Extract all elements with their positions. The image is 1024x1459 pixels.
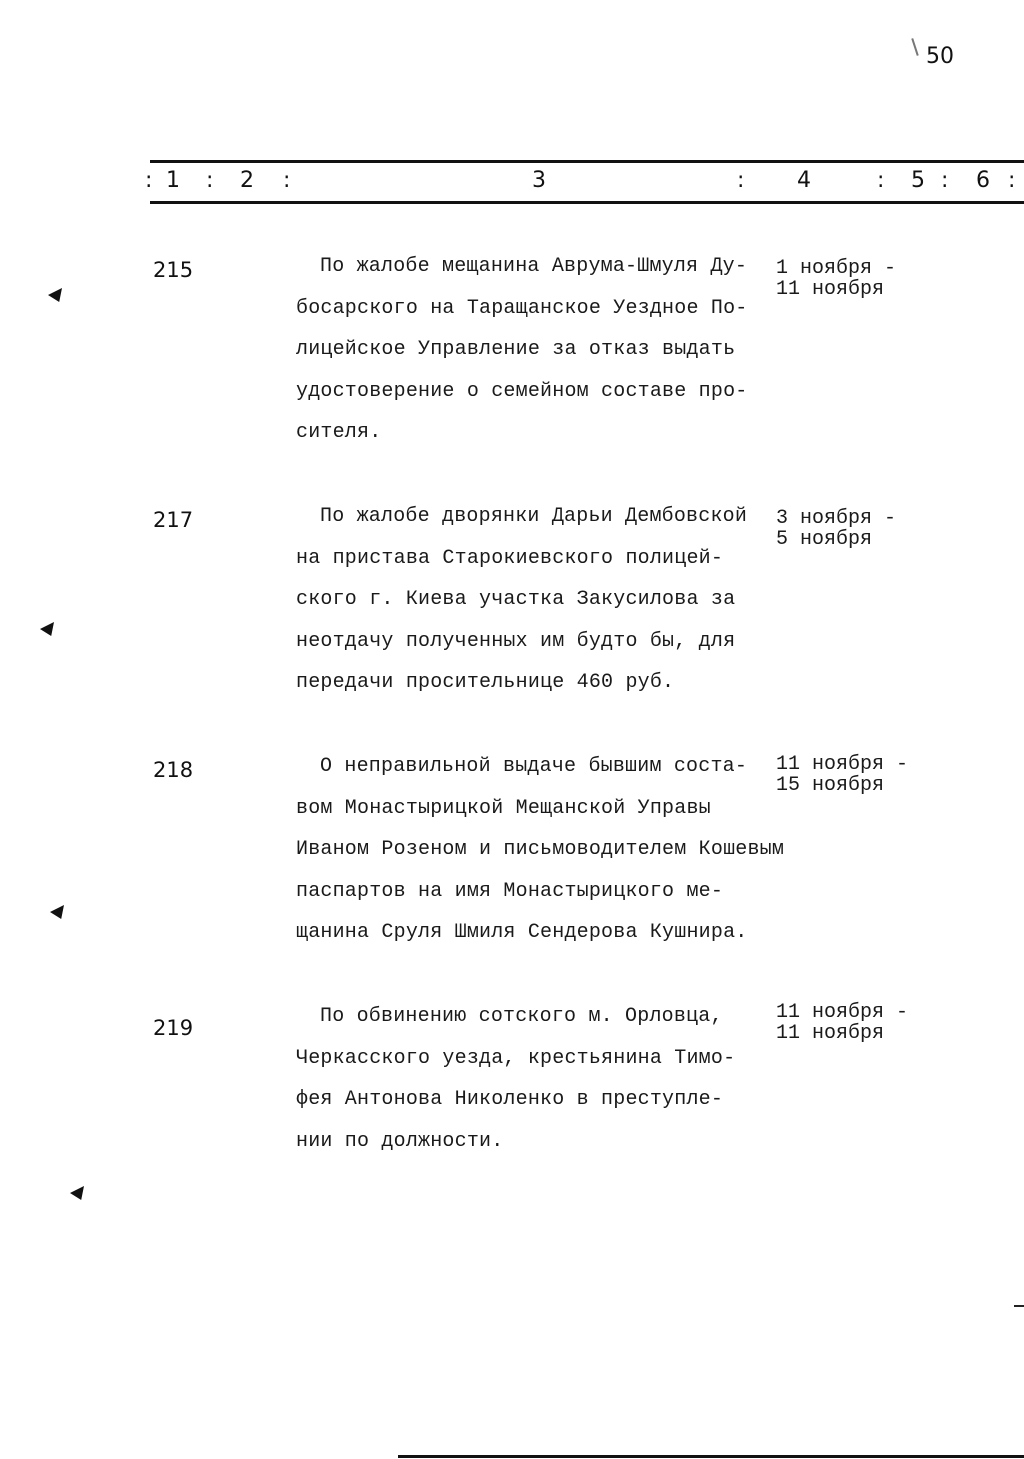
column-separator: :: [877, 168, 885, 193]
page-number: 50: [926, 44, 954, 69]
text-line: на пристава Старокиевского полицей-: [296, 546, 724, 570]
edge-mark: [1014, 1305, 1024, 1307]
entry-number: 219: [153, 1016, 194, 1040]
column-header-1: 1: [166, 168, 180, 193]
entry-dates: [776, 1002, 908, 1044]
text-line: удостоверение о семейном составе про-: [296, 379, 748, 403]
punch-hole-mark: [70, 1186, 84, 1200]
entry-dates: [776, 754, 908, 796]
text-line: О неправильной выдаче бывшим соста-: [320, 755, 748, 778]
entry-description: [296, 496, 816, 704]
text-line: передачи просительнице 460 руб.: [296, 671, 675, 694]
text-line: вом Монастырицкой Мещанской Управы: [296, 796, 711, 820]
date-to: 5 ноября: [776, 528, 873, 551]
column-separator: :: [1008, 168, 1016, 193]
text-line: щанина Сруля Шмиля Сендерова Кушнира.: [296, 921, 748, 944]
column-separator: :: [941, 168, 949, 193]
column-header-2: 2: [240, 168, 254, 193]
date-to: 15 ноября: [776, 774, 885, 797]
text-line: лицейское Управление за отказ выдать: [296, 338, 736, 361]
date-from: 11 ноября -: [776, 1001, 909, 1024]
punch-hole-mark: [50, 905, 64, 919]
table-header: [0, 168, 1024, 198]
text-line: По жалобе мещанина Аврума-Шмуля Ду-: [320, 255, 748, 278]
text-line: По жалобе дворянки Дарьи Дембовской: [320, 505, 748, 528]
pencil-mark: [911, 38, 918, 56]
text-line: ского г. Киева участка Закусилова за: [296, 588, 736, 611]
column-header-5: 5: [911, 168, 925, 193]
text-line: Иваном Розеном и письмоводителем Кошевым: [296, 838, 785, 861]
date-to: 11 ноября: [776, 1022, 885, 1045]
column-header-4: 4: [797, 168, 811, 193]
date-from: 3 ноября -: [776, 507, 897, 530]
entry-dates: [776, 258, 896, 300]
entry-number: 218: [153, 758, 194, 782]
bottom-rule: [398, 1455, 1024, 1458]
date-to: 11 ноября: [776, 278, 885, 301]
header-rule-bottom: [150, 201, 1024, 204]
text-line: босарского на Таращанское Уездное По-: [296, 296, 748, 320]
punch-hole-mark: [48, 288, 62, 302]
column-separator: :: [283, 168, 291, 193]
text-line: сителя.: [296, 421, 382, 444]
entry-description: [296, 246, 816, 454]
text-line: Черкасского уезда, крестьянина Тимо-: [296, 1046, 736, 1070]
entry-description: [296, 996, 816, 1162]
punch-hole-mark: [40, 622, 54, 636]
entry-dates: [776, 508, 896, 550]
column-separator: :: [206, 168, 214, 193]
entry-number: 217: [153, 508, 194, 532]
text-line: паспартов на имя Монастырицкого ме-: [296, 879, 724, 903]
entry-number: 215: [153, 258, 194, 282]
column-separator: :: [145, 168, 153, 193]
text-line: По обвинению сотского м. Орловца,: [320, 1005, 723, 1028]
date-from: 11 ноября -: [776, 753, 909, 776]
text-line: неотдачу полученных им будто бы, для: [296, 629, 736, 653]
text-line: фея Антонова Николенко в преступле-: [296, 1088, 724, 1111]
entry-description: [296, 746, 816, 954]
column-header-3: 3: [532, 168, 546, 193]
date-from: 1 ноября -: [776, 257, 897, 280]
text-line: нии по должности.: [296, 1129, 504, 1153]
column-header-6: 6: [976, 168, 990, 193]
column-separator: :: [737, 168, 745, 193]
header-rule-top: [150, 160, 1024, 163]
